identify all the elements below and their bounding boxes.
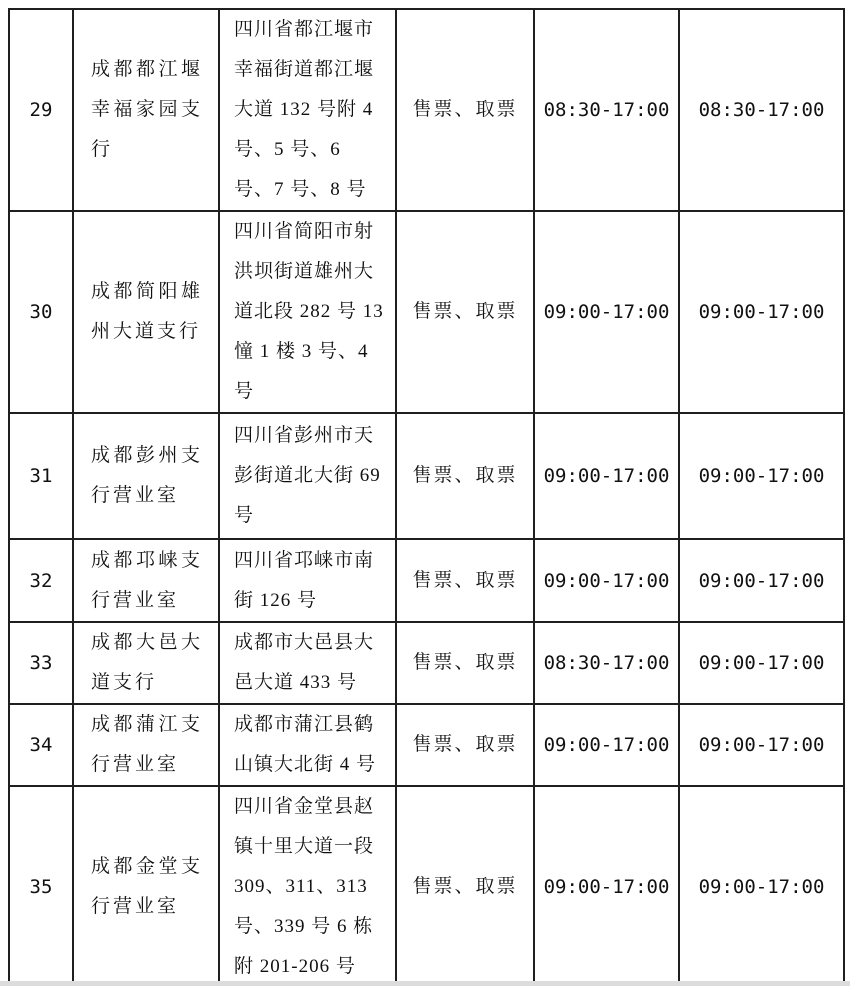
page-edge-divider (0, 981, 850, 986)
services-cell: 售票、取票 (396, 211, 534, 413)
branch-name-cell: 成都蒲江支行营业室 (73, 704, 219, 786)
hours-cell-1: 08:30-17:00 (534, 9, 679, 211)
branch-name-cell: 成都简阳雄州大道支行 (73, 211, 219, 413)
row-index-cell: 35 (9, 786, 73, 986)
branch-name-cell: 成都邛崃支行营业室 (73, 539, 219, 622)
ticket-outlets-table (8, 8, 845, 986)
services-cell: 售票、取票 (396, 9, 534, 211)
branch-name-cell: 成都都江堰幸福家园支行 (73, 9, 219, 211)
services-cell: 售票、取票 (396, 786, 534, 986)
branch-name-cell: 成都金堂支行营业室 (73, 786, 219, 986)
hours-cell-2: 09:00-17:00 (679, 539, 844, 622)
hours-cell-1: 08:30-17:00 (534, 622, 679, 704)
hours-cell-1: 09:00-17:00 (534, 786, 679, 986)
hours-cell-2: 09:00-17:00 (679, 622, 844, 704)
branch-name-cell: 成都大邑大道支行 (73, 622, 219, 704)
address-cell: 四川省彭州市天彭街道北大街 69 号 (219, 413, 396, 539)
row-index-cell: 29 (9, 9, 73, 211)
row-index-cell: 32 (9, 539, 73, 622)
hours-cell-1: 09:00-17:00 (534, 413, 679, 539)
services-cell: 售票、取票 (396, 539, 534, 622)
hours-cell-2: 09:00-17:00 (679, 786, 844, 986)
services-cell: 售票、取票 (396, 413, 534, 539)
table-row (9, 539, 844, 622)
address-cell: 四川省都江堰市幸福街道都江堰大道 132 号附 4 号、5 号、6 号、7 号、8 号 (219, 9, 396, 211)
hours-cell-1: 09:00-17:00 (534, 704, 679, 786)
branch-name-cell: 成都彭州支行营业室 (73, 413, 219, 539)
services-cell: 售票、取票 (396, 622, 534, 704)
hours-cell-2: 09:00-17:00 (679, 704, 844, 786)
address-cell: 四川省邛崃市南街 126 号 (219, 539, 396, 622)
address-cell: 成都市大邑县大邑大道 433 号 (219, 622, 396, 704)
row-index-cell: 33 (9, 622, 73, 704)
address-cell: 四川省简阳市射洪坝街道雄州大道北段 282 号 13 憧 1 楼 3 号、4 号 (219, 211, 396, 413)
table-row (9, 9, 844, 211)
services-cell: 售票、取票 (396, 704, 534, 786)
hours-cell-2: 09:00-17:00 (679, 211, 844, 413)
row-index-cell: 34 (9, 704, 73, 786)
table-row (9, 211, 844, 413)
row-index-cell: 31 (9, 413, 73, 539)
hours-cell-2: 08:30-17:00 (679, 9, 844, 211)
address-cell: 四川省金堂县赵镇十里大道一段 309、311、313 号、339 号 6 栋附 201-206 号 (219, 786, 396, 986)
row-index-cell: 30 (9, 211, 73, 413)
hours-cell-1: 09:00-17:00 (534, 211, 679, 413)
hours-cell-2: 09:00-17:00 (679, 413, 844, 539)
table-row (9, 786, 844, 986)
address-cell: 成都市蒲江县鹤山镇大北街 4 号 (219, 704, 396, 786)
table-row (9, 622, 844, 704)
table-row (9, 413, 844, 539)
table-row (9, 704, 844, 786)
hours-cell-1: 09:00-17:00 (534, 539, 679, 622)
